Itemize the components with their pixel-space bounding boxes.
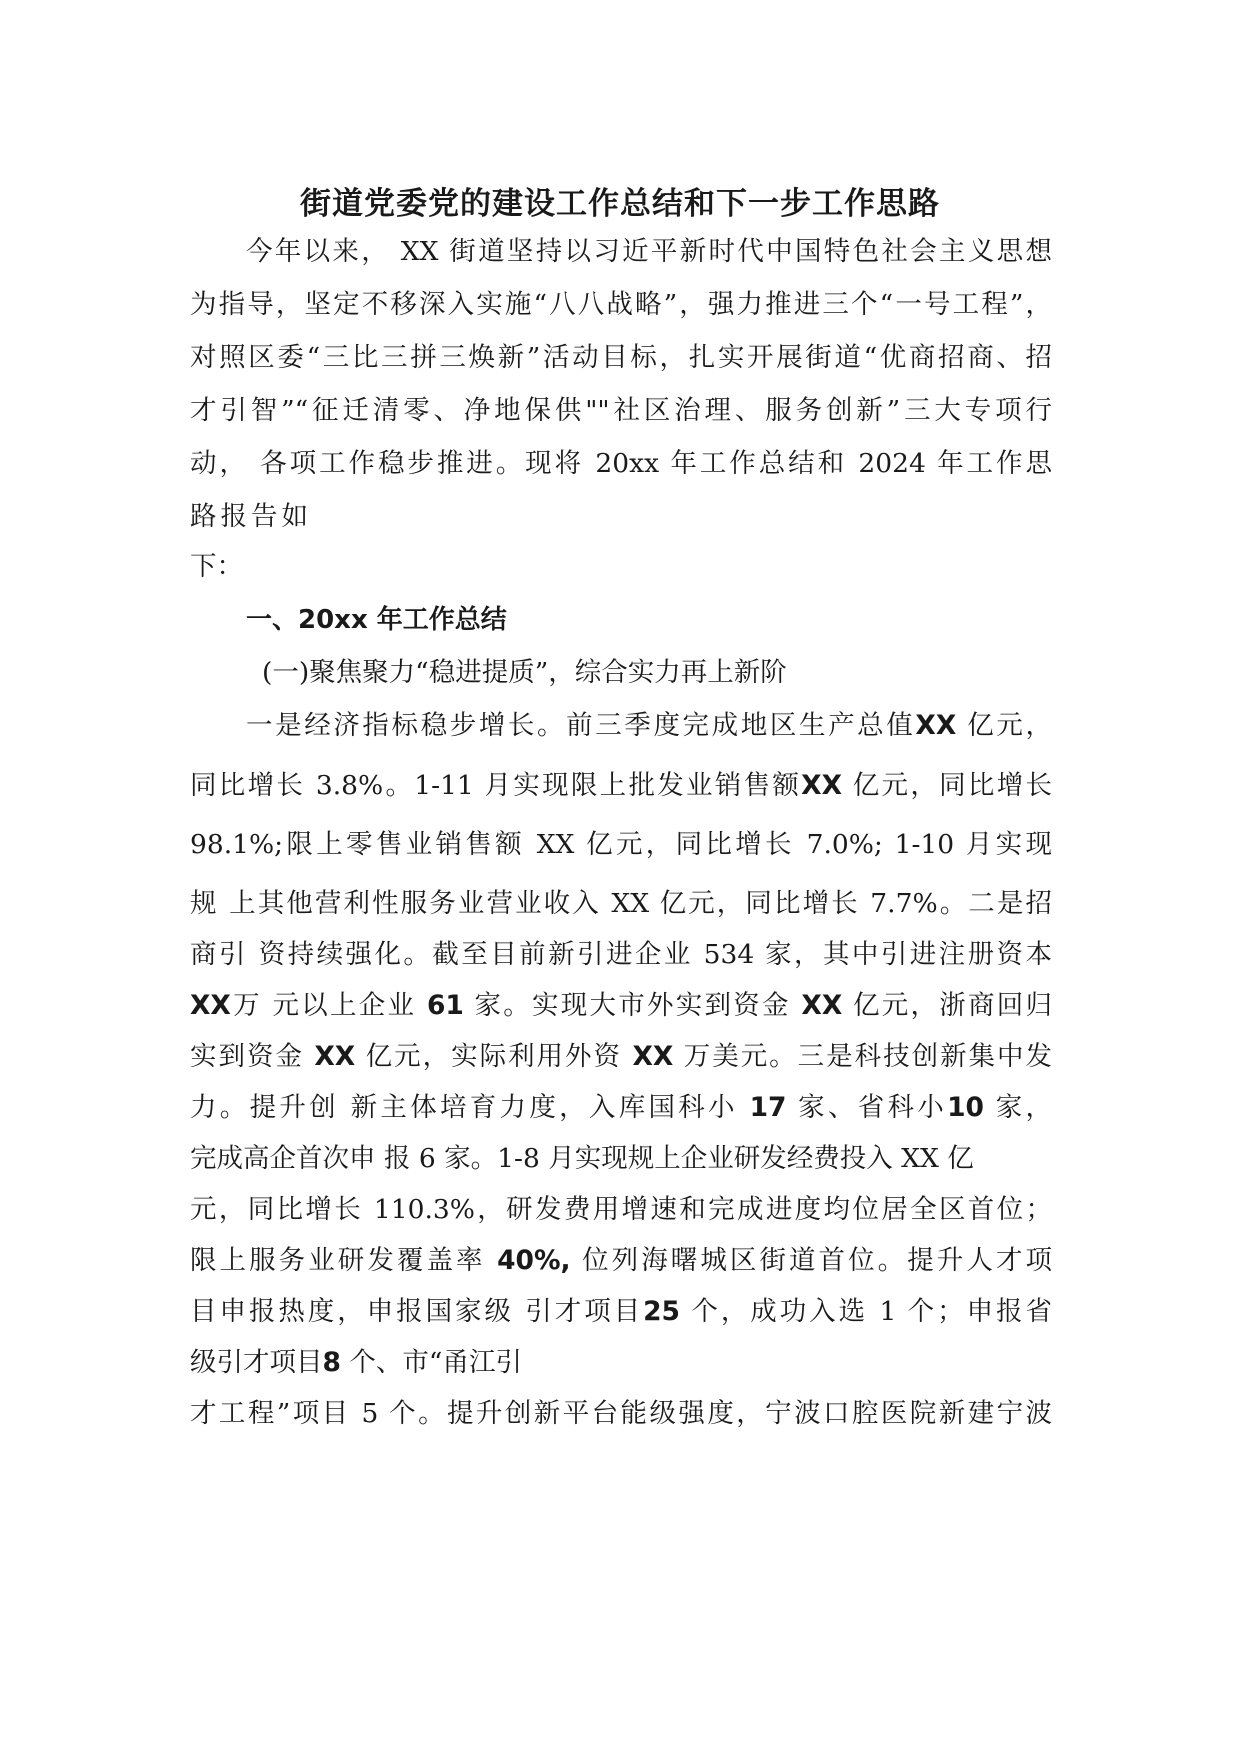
text-segment: 位列海曙城区街道首位。提升人才项 [582, 1245, 1052, 1276]
bold-value: 10 [947, 1092, 984, 1123]
bold-value: 25 [643, 1296, 680, 1327]
text-segment: 力。提升创 新主体培育力度，入库国科小 [190, 1092, 738, 1123]
subsection-heading: (一)聚焦聚力“稳进提质”，综合实力再上新阶 [262, 657, 787, 688]
text-segment: 亿元，实际利用外资 [365, 1041, 623, 1072]
intro-line-4: 才引智”“征迁清零、净地保供""社区治理、服务创新”三大专项行 [190, 395, 1052, 426]
bold-value: XX [314, 1041, 356, 1072]
bold-value: 61 [426, 990, 464, 1021]
text-segment: 家， [995, 1092, 1053, 1123]
text-segment: 实到资金 [190, 1041, 304, 1072]
section-heading: 一、20xx 年工作总结 [246, 605, 507, 635]
text-segment: 限上服务业研发覆盖率 [190, 1245, 486, 1276]
body-line-10: 元，同比增长 110.3%，研发费用增速和完成进度均位居全区首位； [190, 1194, 1052, 1225]
body-line-11 [190, 1241, 1052, 1281]
text-segment: 亿元，浙商回归 [852, 990, 1052, 1021]
body-line-14: 才工程”项目 5 个。提升创新平台能级强度，宁波口腔医院新建宁波 [190, 1398, 1052, 1429]
body-line-12 [190, 1292, 1052, 1332]
intro-line-1: 今年以来， XX 街道坚持以习近平新时代中国特色社会主义思想 [246, 236, 1052, 267]
bold-value: XX [190, 990, 231, 1021]
text-segment: 亿元，同比增长 [852, 770, 1052, 801]
body-line-13 [190, 1343, 1052, 1383]
bold-value: XX [915, 710, 957, 741]
body-line-6 [190, 986, 1052, 1026]
text-segment: 万 元以上企业 [230, 990, 417, 1021]
bold-value: 40%, [497, 1245, 571, 1276]
body-line-9: 完成高企首次申 报 6 家。1-8 月实现规上企业研发经费投入 XX 亿 [190, 1143, 974, 1174]
body-line-8 [190, 1088, 1052, 1128]
text-segment: 一是经济指标稳步增长。前三季度完成地区生产总值 [246, 710, 916, 741]
body-line-3: 98.1%;限上零售业销售额 XX 亿元，同比增长 7.0%; 1-10 月实现 [190, 829, 1052, 860]
text-segment: 同比增长 3.8%。1-11 月实现限上批发业销售额 [190, 770, 802, 801]
body-line-1 [246, 706, 1052, 746]
bold-value: 8 [322, 1347, 341, 1378]
intro-line-6: 路报告如 [190, 501, 312, 532]
text-segment: 家。实现大市外实到资金 [474, 990, 791, 1021]
text-segment: 家、省科小 [798, 1092, 948, 1123]
intro-line-5: 动， 各项工作稳步推进。现将 20xx 年工作总结和 2024 年工作思 [190, 448, 1052, 479]
intro-line-7: 下： [190, 551, 243, 582]
bold-value: XX [801, 770, 843, 801]
bold-value: XX [632, 1041, 674, 1072]
text-segment: 级引才项目 [190, 1347, 323, 1378]
text-segment: 个、市“甬江引 [349, 1347, 522, 1378]
text-segment: 目申报热度，申报国家级 引才项目 [190, 1296, 644, 1327]
body-line-7 [190, 1037, 1052, 1077]
bold-value: XX [801, 990, 843, 1021]
text-segment: 万美元。三是科技创新集中发 [683, 1041, 1053, 1072]
text-segment: 亿元， [967, 710, 1053, 741]
body-line-2 [190, 766, 1052, 806]
text-segment: 个，成功入选 1 个；申报省 [691, 1296, 1052, 1327]
bold-value: 17 [749, 1092, 787, 1123]
body-line-5: 商引 资持续强化。截至目前新引进企业 534 家，其中引进注册资本 [190, 939, 1052, 970]
body-line-4: 规 上其他营利性服务业营业收入 XX 亿元，同比增长 7.7%。二是招 [190, 888, 1052, 919]
intro-line-2: 为指导，坚定不移深入实施“八八战略”，强力推进三个“一号工程”， [190, 289, 1052, 320]
intro-line-3: 对照区委“三比三拼三焕新”活动目标，扎实开展街道“优商招商、招 [190, 342, 1052, 373]
document-title: 街道党委党的建设工作总结和下一步工作思路 [300, 186, 940, 222]
